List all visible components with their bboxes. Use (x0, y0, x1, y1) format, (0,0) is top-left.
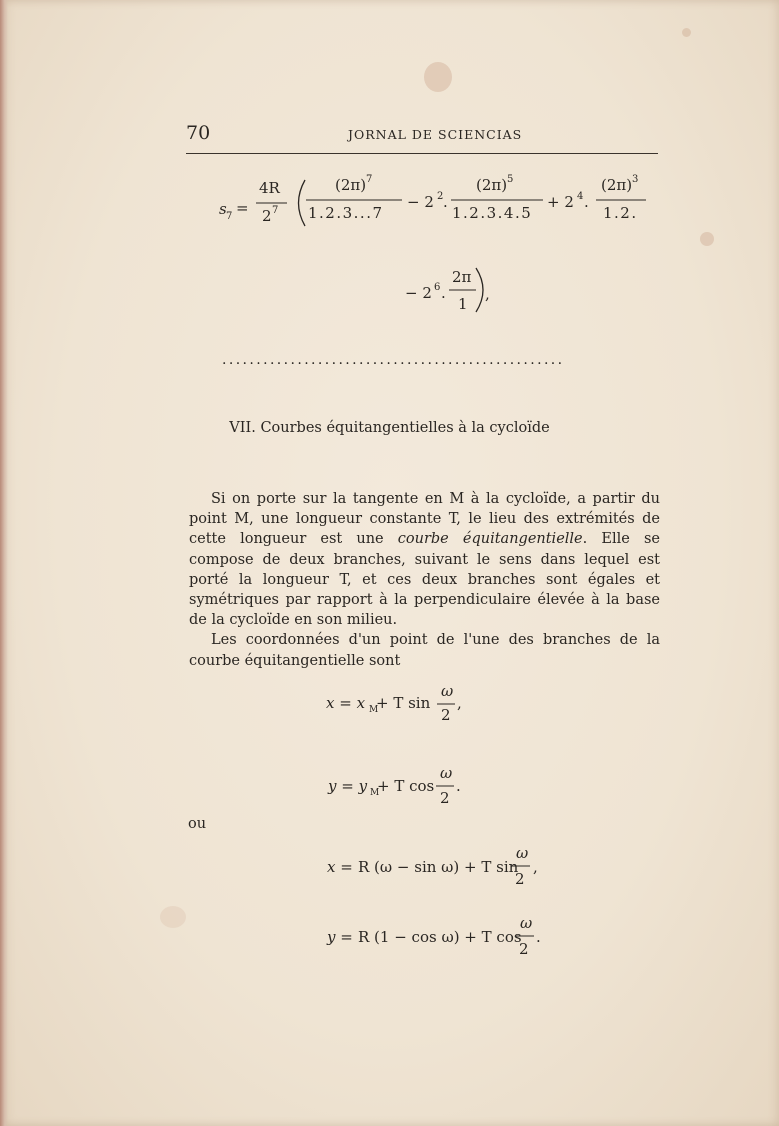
paren-close (476, 268, 483, 312)
svg-text:3: 3 (632, 174, 639, 185)
s7-coef-den: 2 (262, 207, 272, 225)
formula-tail: , (485, 285, 490, 303)
svg-text:,: , (533, 858, 538, 876)
svg-text:.: . (443, 193, 448, 211)
section-title: VII. Courbes équitangentielles à la cycloïde (229, 420, 550, 436)
formula-s7 (0, 0, 779, 340)
svg-text:2: 2 (437, 191, 444, 202)
svg-text:ω: ω (516, 844, 529, 862)
s7-lhs: s (219, 200, 227, 218)
svg-text:.: . (441, 284, 446, 302)
svg-text:M: M (369, 705, 379, 715)
svg-text:M: M (370, 788, 380, 798)
svg-text:2: 2 (441, 706, 451, 724)
t3-num: (2π) (601, 176, 633, 194)
svg-text:x =: x = (327, 858, 353, 876)
equations (0, 660, 779, 980)
t2-num: (2π) (476, 176, 508, 194)
svg-text:7: 7 (272, 205, 279, 216)
svg-text:+ T sin: + T sin (376, 694, 431, 712)
paren-open (299, 180, 306, 226)
svg-text:4: 4 (577, 191, 584, 202)
svg-text:.: . (456, 777, 461, 795)
svg-text:.: . (584, 193, 589, 211)
body-text (189, 489, 660, 671)
svg-text:2: 2 (515, 870, 525, 888)
svg-text:ω: ω (440, 764, 453, 782)
equation-3 (327, 844, 538, 888)
s7-coef-num: 4R (259, 179, 280, 197)
svg-text:7: 7 (366, 174, 373, 185)
svg-text:x = x: x = x (326, 694, 366, 712)
svg-text:2: 2 (519, 940, 529, 958)
svg-text:.: . (536, 928, 541, 946)
svg-text:6: 6 (434, 282, 441, 293)
equation-2 (327, 764, 461, 807)
svg-text:+ T cos: + T cos (377, 777, 435, 795)
svg-text:ω: ω (520, 914, 533, 932)
paragraph-1: Si on porte sur la tangente en M à la cycloïde, a partir du point M, une longueur constante T, le lieu des extrémités de cette longueur est une courbe équitangentielle. Elle se compose de deux branches, suivant le sens dans lequel est porté la longueur T, et ces deux branches sont égales et symétriques par rapport à la perpendiculaire élevée à la base de la cycloïde en son milieu. (189, 491, 660, 629)
svg-text:R (1 − cos ω) + T cos: R (1 − cos ω) + T cos (358, 928, 522, 946)
svg-text:2: 2 (440, 789, 450, 807)
t3-coef: + 2 (547, 193, 574, 211)
svg-text:y =: y = (327, 928, 353, 946)
svg-text:ω: ω (441, 682, 454, 700)
t4-num: 2π (452, 268, 472, 286)
t1-den: 1.2.3...7 (308, 204, 384, 222)
page-number: 70 (186, 122, 211, 144)
s7-lhs-sub: 7 (226, 211, 233, 222)
svg-text:y = y: y = y (328, 777, 368, 795)
svg-text:R (ω − sin ω) + T sin: R (ω − sin ω) + T sin (358, 858, 519, 876)
t2-coef: − 2 (407, 193, 434, 211)
svg-text:,: , (457, 694, 462, 712)
t4-den: 1 (458, 295, 468, 313)
svg-text:=: = (236, 199, 249, 217)
or-word: ou (188, 816, 207, 832)
t2-den: 1.2.3.4.5 (452, 204, 533, 222)
equation-4 (326, 914, 541, 958)
t4-coef: − 2 (405, 284, 432, 302)
svg-text:5: 5 (507, 174, 514, 185)
equation-1 (326, 682, 462, 724)
t3-den: 1.2. (603, 204, 638, 222)
running-header: JORNAL DE SCIENCIAS (348, 127, 523, 142)
t1-num: (2π) (335, 176, 367, 194)
paragraph-2: Les coordonnées d'un point de l'une des branches de la courbe équitangentielle sont (189, 632, 660, 669)
emphasis: courbe équitangentielle (397, 531, 583, 548)
dotted-separator: .................................................. (222, 352, 565, 368)
